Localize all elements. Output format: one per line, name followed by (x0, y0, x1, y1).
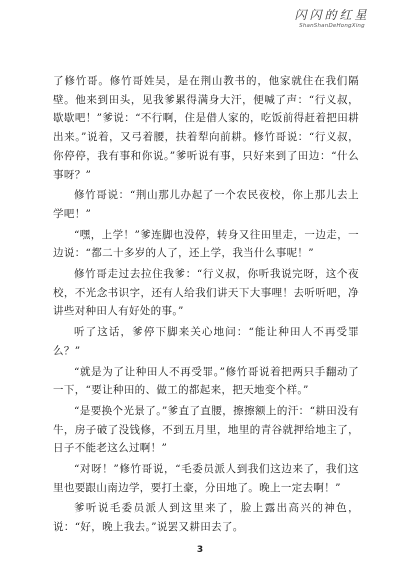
paragraph-9: 爹听说毛委员派人到这里来了，脸上露出高兴的神色，说：“好，晚上我去。”说罢又耕田去了。 (53, 502, 359, 534)
paragraph-6: “就是为了让种田人不再受罪。”修竹哥说着把两只手翻动了一下，“要让种田的、做工的都起来，把天地变个样。” (53, 365, 359, 397)
paragraph-1: 了修竹哥。修竹哥姓吴，是在荆山教书的，他家就住在我们隔壁。他来到田头，见我爹累得满身大汗，便喊了声：“行义叔，歇歇吧！”爹说：“不行啊，住是借人家的，吃饭前得赶着把田耕出来。”说着，又弓着腰，扶着犁向前耕。修竹哥说：“行义叔，你停停，我有事和你说。”爹听说有事，只好来到了田边：“什么事呀？” (53, 75, 359, 181)
paragraph-5: 听了这话，爹停下脚来关心地问：“能让种田人不再受罪么？” (53, 326, 359, 357)
page-number: 3 (196, 545, 204, 555)
book-logo-title: 闪闪的红星 (294, 8, 370, 22)
book-logo (282, 8, 382, 30)
paragraph-7: “是要换个光景了。”爹直了直腰，擦擦额上的汗：“耕田没有牛，房子破了没钱修，不到五月里，地里的青谷就押给地主了，日子不能老这么过啊！” (53, 404, 359, 455)
page-body (53, 72, 359, 539)
book-logo-subtitle: ShanShanDeHongXing (299, 23, 365, 29)
paragraph-4: 修竹哥走过去拉住我爹：“行义叔，你听我说完呀，这个夜校，不光念书识字，还有人给我们讲天下大事哩！去听听吧，净讲些对种田人有好处的事。” (53, 268, 359, 318)
paragraph-3: “嘿，上学！”爹连脚也没停，转身又往田里走，一边走，一边说：“都二十多岁的人了，还上学，我当什么事呢！” (53, 228, 359, 260)
paragraph-2: 修竹哥说：“荆山那儿办起了一个农民夜校，你上那儿去上学吧！” (53, 189, 359, 220)
paragraph-8: “对呀！”修竹哥说，“毛委员派人到我们这边来了，我们这里也要跟山南边学，要打土豪，分田地了。晚上一定去啊！” (53, 463, 359, 494)
